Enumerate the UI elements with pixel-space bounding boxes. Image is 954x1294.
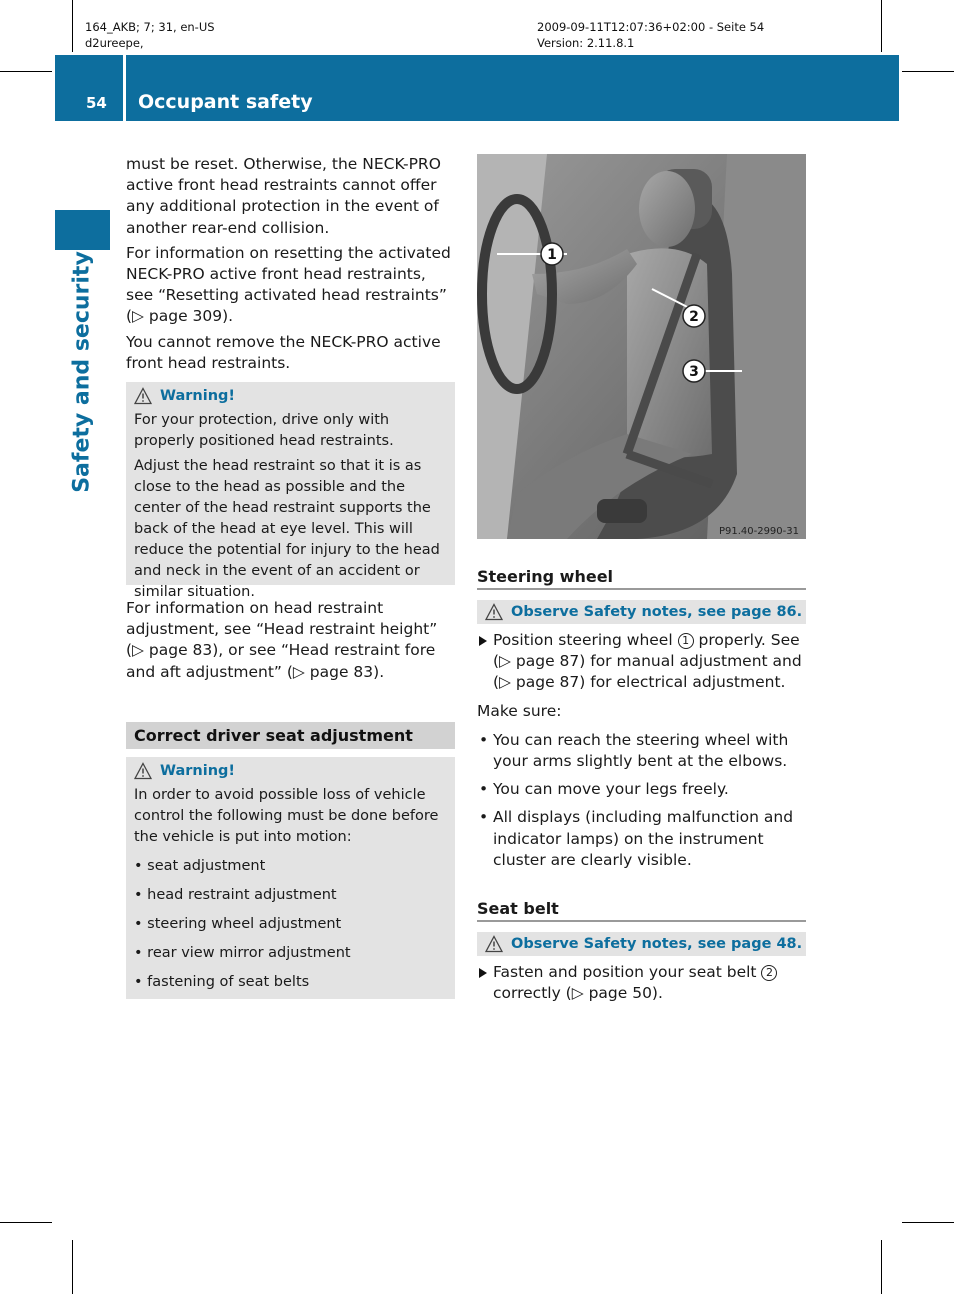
step-arrow-icon — [479, 630, 487, 652]
safety-note-text: Observe Safety notes, see page 48. — [511, 936, 803, 952]
print-meta-right-1: 2009-09-11T12:07:36+02:00 - Seite 54 — [537, 20, 765, 34]
step-list — [477, 962, 809, 1004]
crop-mark — [902, 1222, 954, 1223]
list-item: • You can move your legs freely. — [479, 780, 729, 799]
warning-triangle-icon — [485, 935, 503, 953]
bullet-list — [477, 730, 809, 871]
paragraph: For information on head restraint adjustment, see “Head restraint height” (▷ page 83), or see “Head restraint fore and aft adjustment” (▷ page 83). — [126, 599, 438, 681]
subsection-title: Correct driver seat adjustment — [126, 722, 455, 749]
list-item: • All displays (including malfunction and indicator lamps) on the instrument cluster are clearly visible. — [479, 808, 794, 869]
crop-mark — [0, 1222, 52, 1223]
svg-text:3: 3 — [689, 364, 699, 380]
step-list — [477, 630, 809, 694]
crop-mark — [72, 1240, 73, 1294]
callout-ref-1: 1 — [678, 633, 694, 649]
paragraph: You cannot remove the NECK-PRO active front head restraints. — [126, 332, 441, 372]
callout-3 — [683, 360, 705, 382]
list-item: • steering wheel adjustment — [134, 916, 342, 932]
seatbelt-instructions — [477, 962, 809, 1011]
safety-note-bar — [477, 932, 806, 956]
warning-box — [126, 382, 455, 600]
side-tab-label: Safety and security — [69, 251, 95, 493]
paragraph: must be reset. Otherwise, the NECK-PRO active front head restraints cannot offer any additional protection in the event of another rear-end collision. — [126, 155, 441, 237]
warning-triangle-icon — [134, 762, 152, 780]
warning-title: Warning! — [160, 387, 236, 404]
list-item: • rear view mirror adjustment — [134, 945, 351, 961]
step-item: Position steering wheel 1 properly. See (▷ page 87) for manual adjustment and (▷ page 87) for electrical adjustment. — [477, 630, 809, 694]
step-arrow-icon — [479, 962, 487, 984]
crop-mark — [881, 1240, 882, 1294]
svg-text:2: 2 — [689, 309, 699, 325]
safety-note-text: Observe Safety notes, see page 86. — [511, 604, 803, 620]
step-item: Fasten and position your seat belt 2 correctly (▷ page 50). — [477, 962, 809, 1004]
paragraph: Make sure: — [477, 701, 562, 720]
warning-header — [134, 757, 447, 785]
warning-box — [126, 757, 455, 999]
paragraph: For information on resetting the activated NECK-PRO active front head restraints, see “Resetting activated head restraints” (▷ page 309). — [126, 243, 451, 326]
crop-mark — [0, 71, 52, 72]
print-meta-left-2: d2ureepe, — [85, 36, 144, 50]
list-item: • You can reach the steering wheel with your arms slightly bent at the elbows. — [479, 730, 789, 771]
print-meta-right-2: Version: 2.11.8.1 — [537, 36, 635, 50]
left-column-para4 — [126, 598, 458, 687]
print-meta-left-1: 164_AKB; 7; 31, en-US — [85, 20, 215, 34]
steering-instructions — [477, 630, 809, 878]
callout-ref-2: 2 — [761, 965, 777, 981]
crop-mark — [72, 0, 73, 52]
safety-note-bar — [477, 600, 806, 624]
crop-mark — [881, 0, 882, 52]
list-item: • fastening of seat belts — [134, 974, 310, 990]
warning-list — [134, 856, 447, 993]
warning-title: Warning! — [160, 762, 236, 779]
driver-illustration-svg — [477, 154, 806, 539]
crop-mark — [902, 71, 954, 72]
image-code: P91.40-2990-31 — [718, 526, 799, 537]
warning-text: In order to avoid possible loss of vehicle control the following must be done before the vehicle is put into motion: — [134, 787, 439, 845]
list-item: • seat adjustment — [134, 858, 266, 874]
callout-1 — [541, 243, 563, 265]
driver-seat-illustration — [477, 154, 806, 539]
callout-2 — [683, 305, 705, 327]
svg-text:1: 1 — [547, 247, 557, 263]
page-number: 54 — [86, 94, 107, 112]
side-tab-block — [55, 210, 110, 250]
warning-text: For your protection, drive only with properly positioned head restraints. — [134, 412, 394, 449]
warning-header — [134, 382, 447, 410]
warning-text: Adjust the head restraint so that it is as close to the head as possible and the center of the head restraint supports the back of the head at eye level. This will reduce the potential for injury to the head and neck in the event of an accident or similar situation. — [134, 458, 440, 600]
section-heading-steering: Steering wheel — [477, 567, 806, 590]
left-column-intro — [126, 154, 456, 378]
section-heading-seatbelt: Seat belt — [477, 899, 806, 922]
list-item: • head restraint adjustment — [134, 887, 337, 903]
warning-triangle-icon — [134, 387, 152, 405]
warning-triangle-icon — [485, 603, 503, 621]
header-divider — [123, 55, 126, 121]
page-title: Occupant safety — [138, 91, 313, 113]
